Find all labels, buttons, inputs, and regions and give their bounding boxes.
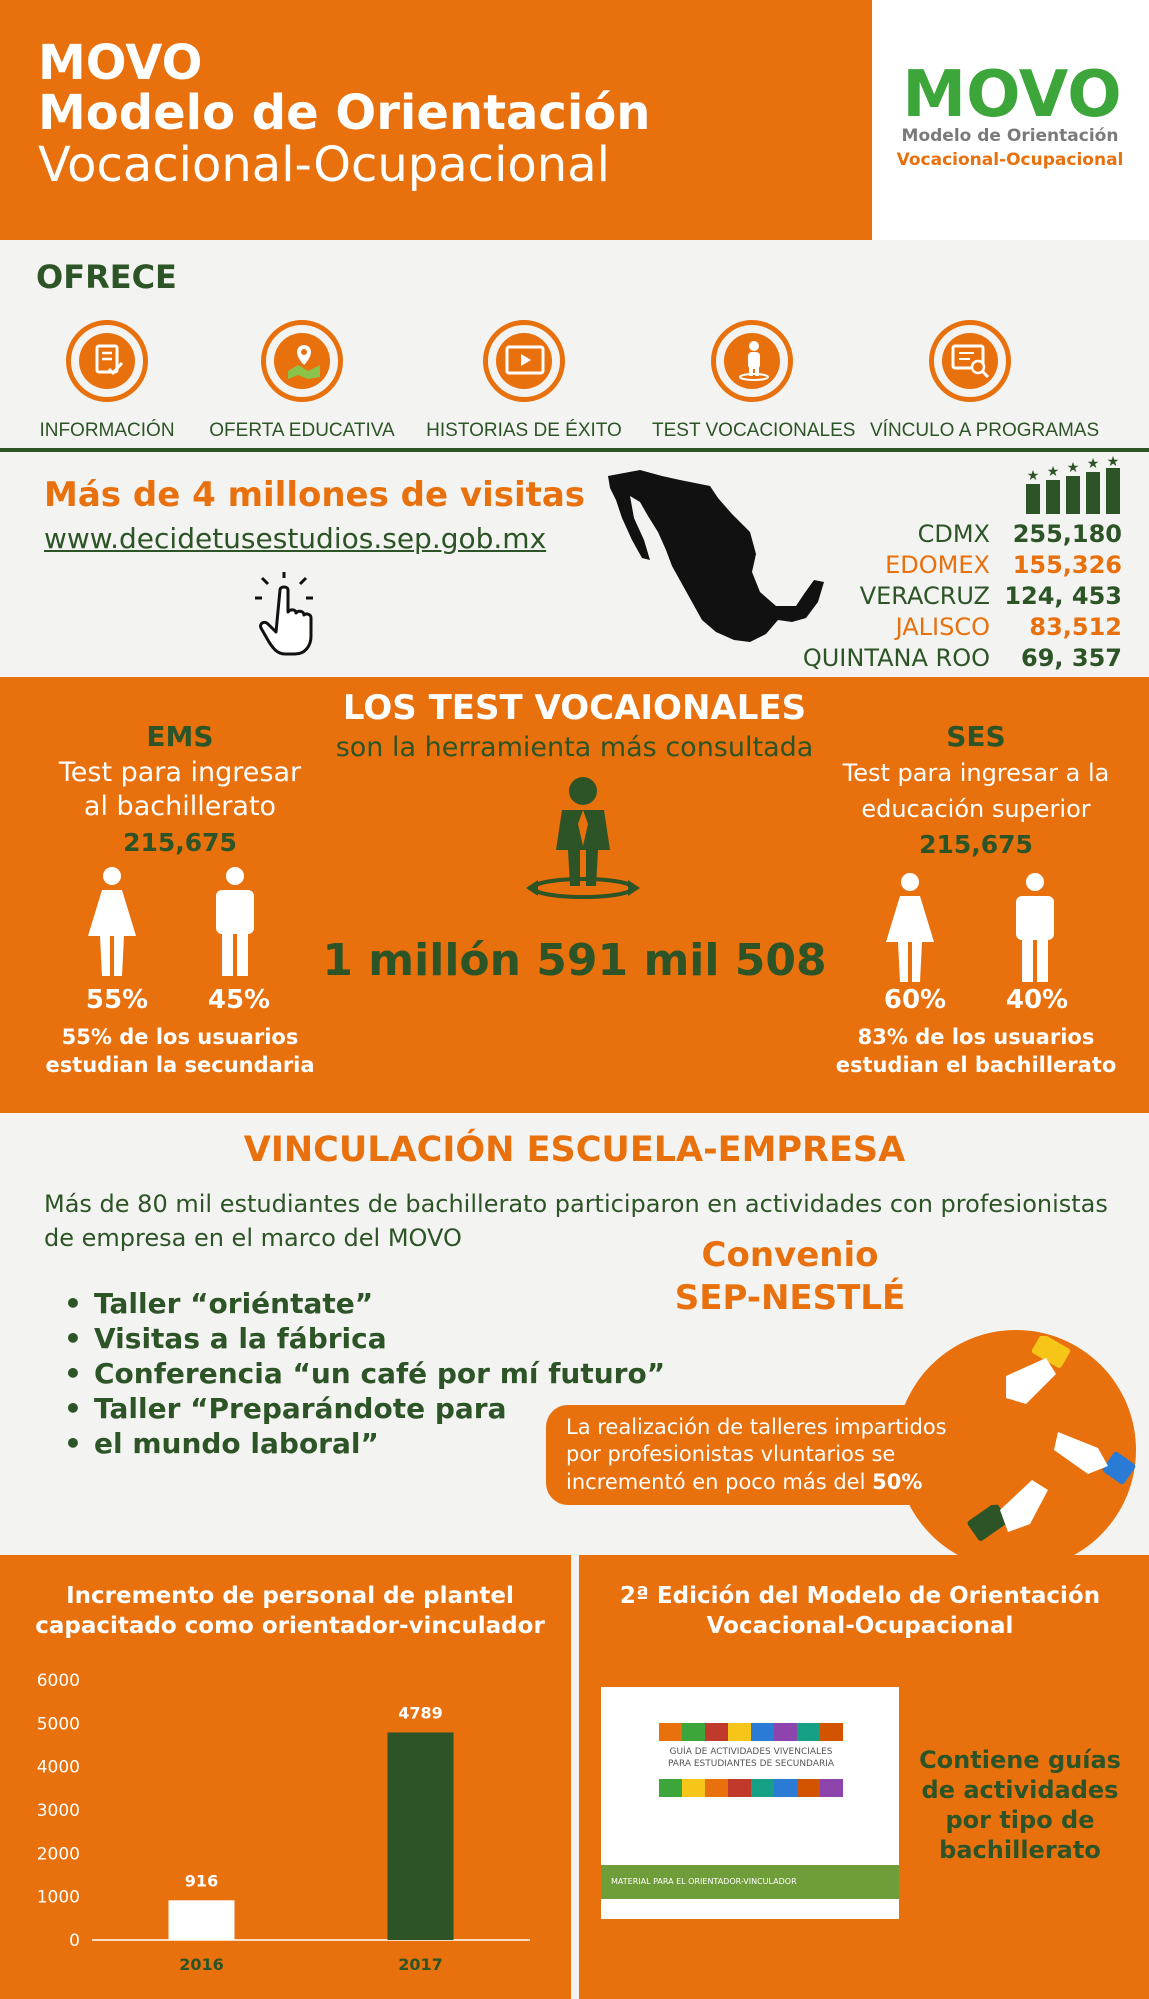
list-item: • Conferencia “un café por mí futuro” bbox=[64, 1356, 665, 1391]
video-play-icon bbox=[483, 320, 565, 402]
movo-logo bbox=[884, 60, 1140, 124]
svg-text:★: ★ bbox=[1106, 456, 1120, 470]
person-direction-icon bbox=[711, 320, 793, 402]
ses-male-pct: 40% bbox=[1005, 985, 1069, 1015]
x-tick-label: 2016 bbox=[179, 1955, 224, 1974]
svg-text:★: ★ bbox=[1066, 460, 1080, 476]
female-icon bbox=[882, 872, 938, 982]
svg-text:★: ★ bbox=[1026, 468, 1040, 484]
section-divider bbox=[0, 448, 1149, 452]
offer-label: HISTORIAS DE ÉXITO bbox=[426, 420, 622, 441]
logo-subtitle-2: Vocacional-Ocupacional bbox=[896, 150, 1124, 170]
bar bbox=[388, 1732, 454, 1940]
monitor-search-icon bbox=[929, 320, 1011, 402]
logo-word: MOVO bbox=[902, 60, 1122, 124]
callout-line bbox=[566, 1469, 976, 1496]
y-tick-label: 3000 bbox=[36, 1801, 80, 1821]
ems-count: 215,675 bbox=[123, 828, 237, 857]
y-tick-label: 5000 bbox=[36, 1714, 80, 1735]
male-icon bbox=[1012, 872, 1058, 982]
ses-line2: educación superior bbox=[861, 795, 1091, 823]
ems-female-pct: 55% bbox=[85, 985, 149, 1015]
y-tick-label: 0 bbox=[69, 1931, 80, 1951]
state-name-veracruz: VERACRUZ bbox=[859, 582, 990, 610]
state-name-edomex: EDOMEX bbox=[885, 551, 990, 579]
pointer-hand-icon bbox=[254, 572, 316, 662]
ses-head: SES bbox=[946, 720, 1006, 753]
state-value-cdmx: 255,180 bbox=[1012, 520, 1122, 548]
book-footer: MATERIAL PARA EL ORIENTADOR-VINCULADOR bbox=[611, 1877, 797, 1886]
ses-note1: 83% de los usuarios bbox=[857, 1025, 1095, 1049]
page-subtitle: Vocacional-Ocupacional bbox=[38, 137, 610, 193]
book-title bbox=[641, 1747, 861, 1770]
state-name-jalisco: JALISCO bbox=[895, 613, 990, 641]
y-tick-label: 2000 bbox=[36, 1844, 80, 1865]
tests-title: LOS TEST VOCAIONALES bbox=[342, 688, 807, 728]
edition-desc: Contiene guías de actividades por tipo de bachillerato bbox=[919, 1746, 1121, 1864]
chart-title-line1: Incremento de personal de plantel bbox=[66, 1583, 514, 1609]
book-cover bbox=[601, 1687, 899, 1919]
page-title-line2: Modelo de Orientación bbox=[38, 85, 651, 141]
callout-pct: 50% bbox=[872, 1469, 923, 1494]
book-mosaic-bottom bbox=[659, 1779, 843, 1797]
bar bbox=[169, 1900, 235, 1940]
callout-text bbox=[566, 1414, 976, 1496]
convenio-name: SEP-NESTLÉ bbox=[674, 1278, 906, 1318]
offer-test-vocacionales[interactable] bbox=[652, 320, 856, 442]
y-tick-label: 6000 bbox=[36, 1671, 80, 1691]
ses-female-pct: 60% bbox=[883, 985, 947, 1015]
ses-count: 215,675 bbox=[919, 830, 1033, 859]
bar-chart bbox=[30, 1650, 550, 1985]
bar-value-label: 916 bbox=[184, 1871, 219, 1891]
book-title-line2: PARA ESTUDIANTES DE SECUNDARIA bbox=[667, 1758, 835, 1769]
ems-head: EMS bbox=[146, 720, 214, 753]
callout-line-text: incrementó en poco más del bbox=[566, 1469, 873, 1494]
state-name-quintana-roo: QUINTANA ROO bbox=[802, 644, 990, 672]
offer-historias-exito[interactable] bbox=[424, 320, 624, 442]
ses-line1: Test para ingresar a la bbox=[842, 759, 1110, 787]
list-item-text: el mundo laboral” bbox=[94, 1427, 379, 1460]
ems-line2: al bachillerato bbox=[83, 791, 277, 822]
svg-text:★: ★ bbox=[1086, 456, 1100, 472]
book-title-line1: GUÍA DE ACTIVIDADES VIVENCIALES bbox=[669, 1747, 833, 1757]
document-check-icon bbox=[66, 320, 148, 402]
chart-title bbox=[20, 1582, 560, 1642]
state-value-edomex: 155,326 bbox=[1012, 551, 1122, 579]
logo-subtitle: Modelo de Orientación bbox=[901, 126, 1119, 146]
state-value-quintana-roo: 69, 357 bbox=[1021, 644, 1122, 672]
offer-informacion[interactable] bbox=[7, 320, 207, 442]
tests-total: 1 millón 591 mil 508 bbox=[322, 935, 827, 986]
list-item: • Visitas a la fábrica bbox=[64, 1321, 665, 1356]
tests-subtitle: son la herramienta más consultada bbox=[335, 732, 814, 763]
offer-vinculo-programas[interactable] bbox=[870, 320, 1100, 442]
edition-title-line2: Vocacional-Ocupacional bbox=[706, 1612, 1014, 1639]
state-value-veracruz: 124, 453 bbox=[1004, 582, 1122, 610]
x-tick-label: 2017 bbox=[398, 1955, 443, 1974]
page-title: MOVO bbox=[38, 35, 203, 91]
ranking-stars-icon bbox=[1022, 456, 1126, 514]
vinculacion-desc: Más de 80 mil estudiantes de bachillerato participaron en actividades con profesionistas de empresa en el marco del MOVO bbox=[44, 1190, 1108, 1252]
y-tick-label: 4000 bbox=[36, 1757, 80, 1778]
offer-label: INFORMACIÓN bbox=[39, 420, 175, 441]
person-direction-figure bbox=[524, 776, 642, 906]
svg-text:★: ★ bbox=[1046, 464, 1060, 480]
ems-line1: Test para ingresar bbox=[58, 757, 302, 788]
ems-male-pct: 45% bbox=[207, 985, 271, 1015]
chart-title-line2: capacitado como orientador-vinculador bbox=[35, 1612, 545, 1639]
list-item: • Taller “oriéntate” bbox=[64, 1286, 665, 1321]
convenio-title: Convenio bbox=[701, 1235, 879, 1275]
visits-url-link[interactable]: www.decidetusestudios.sep.gob.mx bbox=[44, 522, 547, 555]
bar-value-label: 4789 bbox=[398, 1703, 443, 1723]
callout-line: La realización de talleres impartidos bbox=[566, 1415, 947, 1439]
ems-note1: 55% de los usuarios bbox=[61, 1025, 299, 1049]
map-pin-icon bbox=[261, 320, 343, 402]
callout-line: por profesionistas vluntarios se bbox=[566, 1442, 896, 1467]
state-value-jalisco: 83,512 bbox=[1029, 613, 1122, 641]
offer-oferta-educativa[interactable] bbox=[202, 320, 402, 442]
edition-title-line1: 2ª Edición del Modelo de Orientación bbox=[619, 1583, 1101, 1609]
book-mosaic-top bbox=[659, 1723, 843, 1741]
state-name-cdmx: CDMX bbox=[917, 520, 990, 548]
ofrece-title: OFRECE bbox=[36, 258, 177, 296]
bottom-divider bbox=[571, 1555, 579, 1999]
ems-note2: estudian la secundaria bbox=[45, 1053, 315, 1077]
list-item: • Taller “Preparándote para bbox=[64, 1391, 665, 1426]
visits-title: Más de 4 millones de visitas bbox=[44, 475, 586, 515]
offer-label: VÍNCULO A PROGRAMAS bbox=[870, 420, 1100, 441]
ses-note2: estudian el bachillerato bbox=[835, 1053, 1117, 1077]
y-tick-label: 1000 bbox=[36, 1887, 80, 1908]
vinculacion-title: VINCULACIÓN ESCUELA-EMPRESA bbox=[243, 1130, 906, 1170]
offer-label: TEST VOCACIONALES bbox=[652, 420, 856, 441]
edition-title bbox=[590, 1582, 1130, 1642]
offer-label: OFERTA EDUCATIVA bbox=[209, 420, 395, 441]
